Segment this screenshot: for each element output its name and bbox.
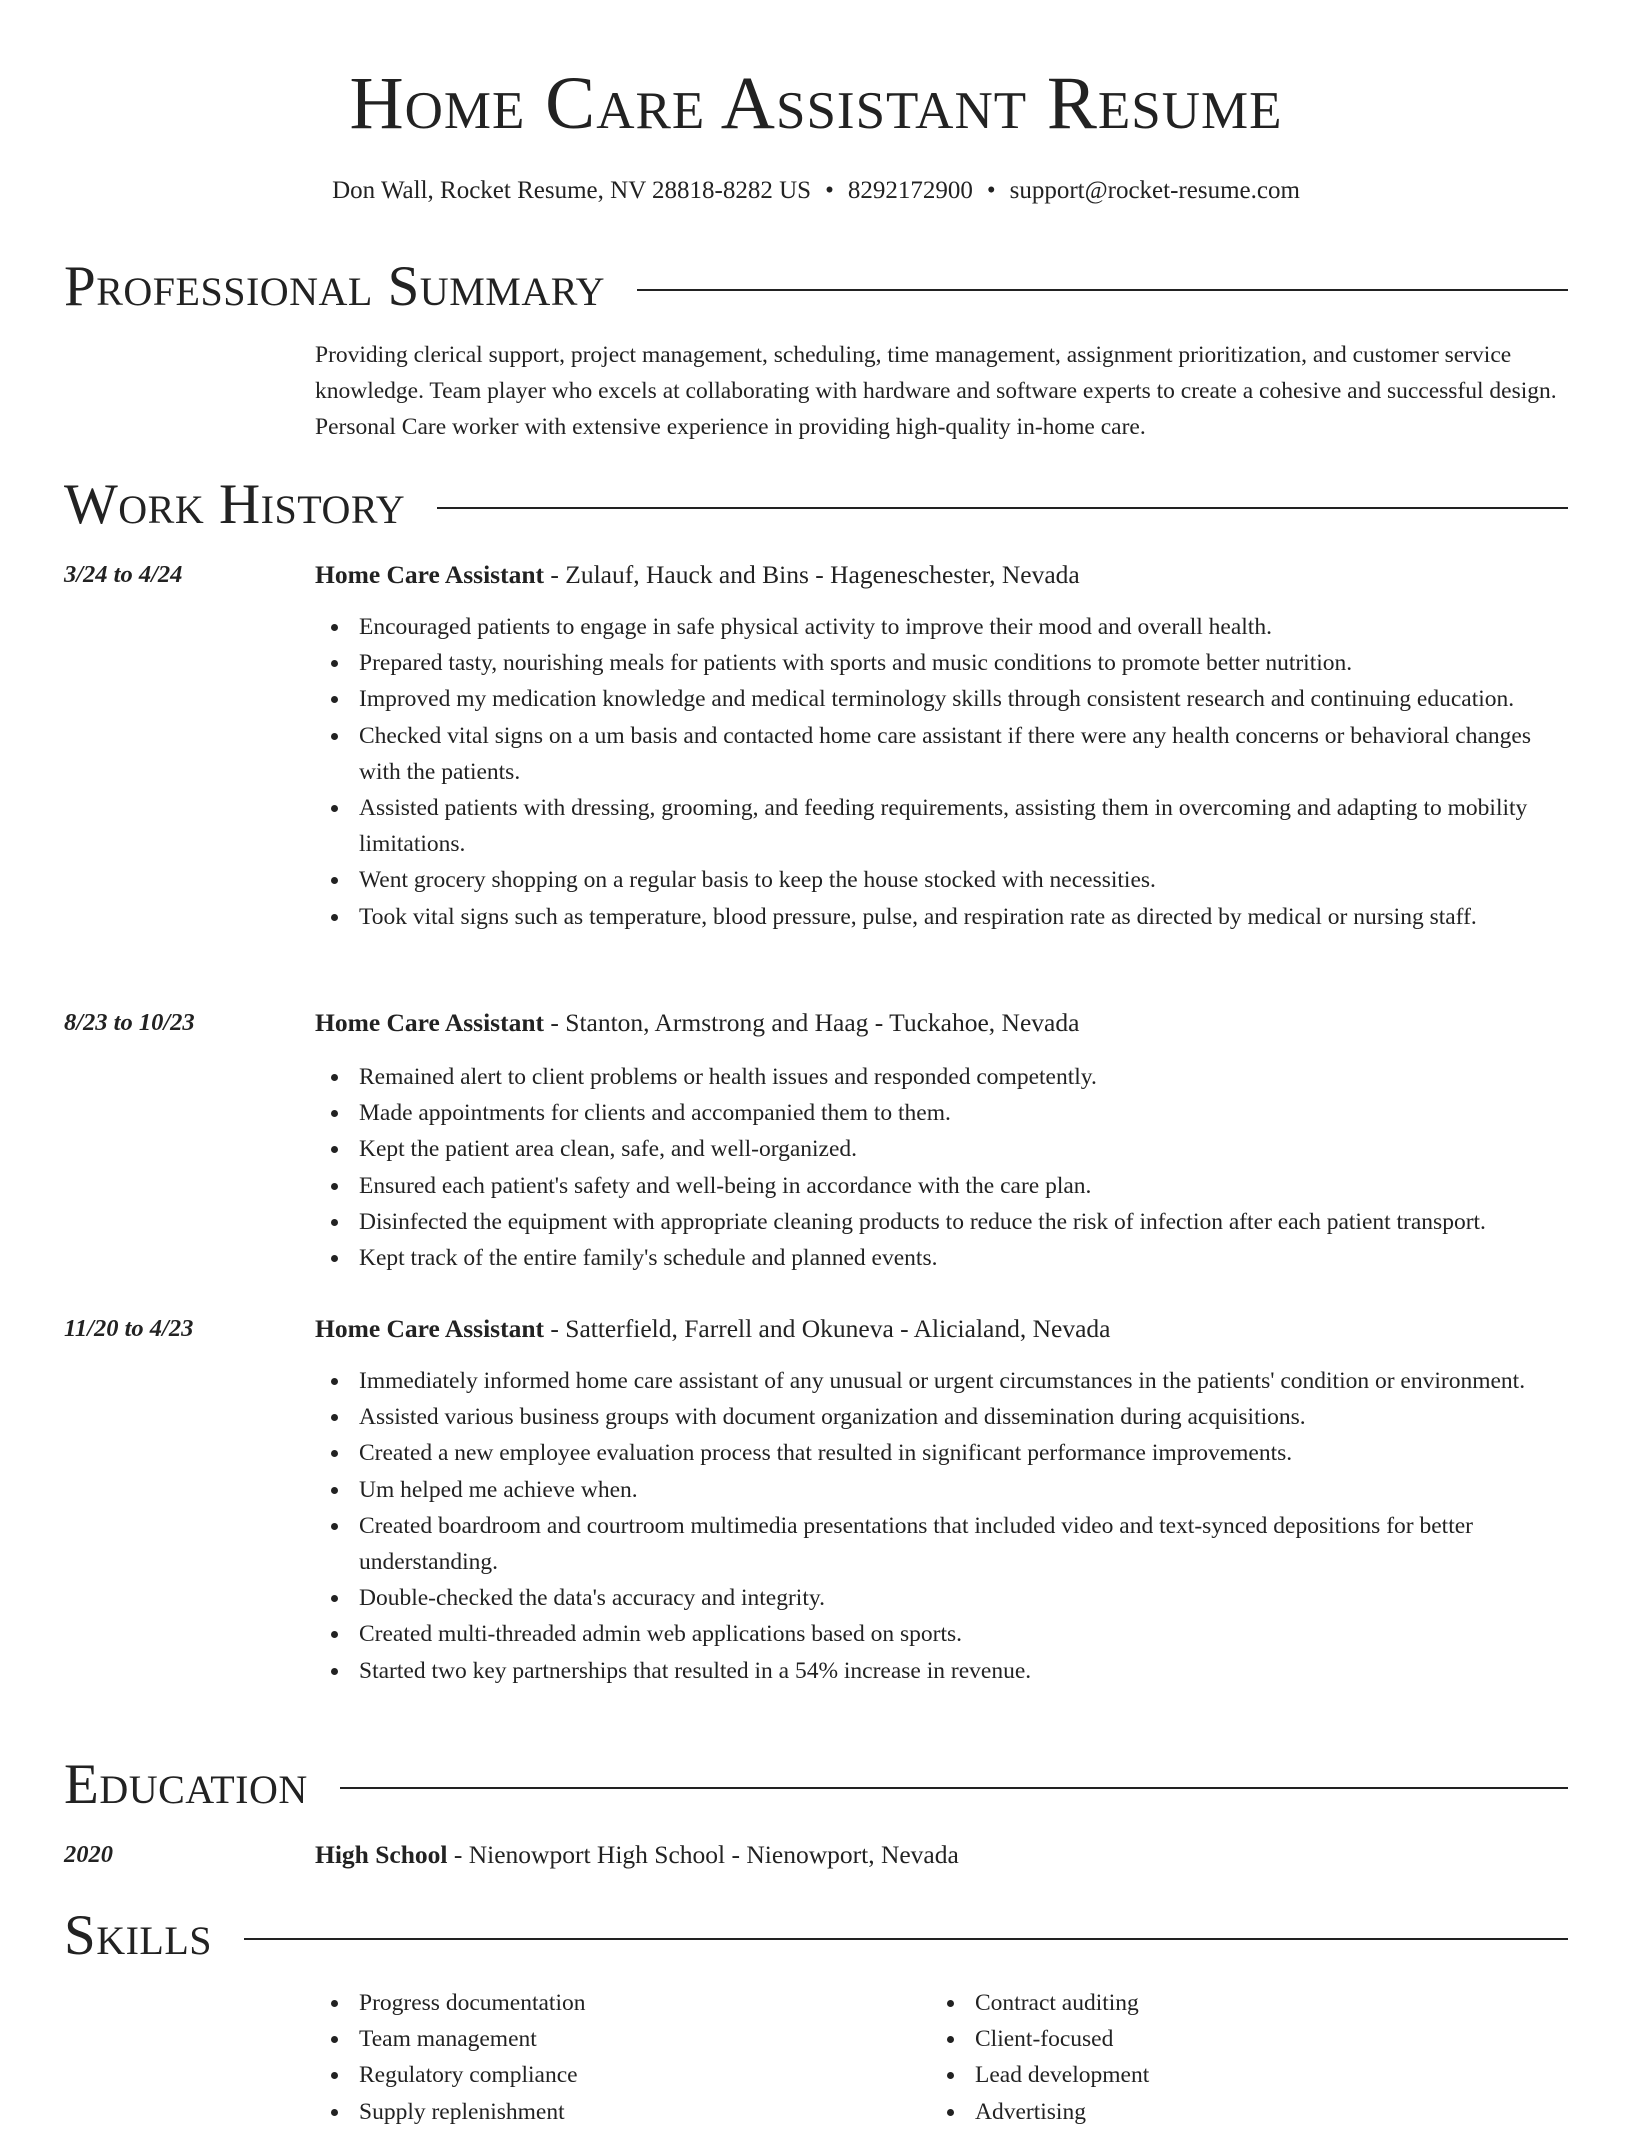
section-title: Skills <box>64 1904 213 1967</box>
skills-column-right <box>931 1985 1149 2130</box>
job-headline <box>315 558 1080 592</box>
skill-item: Progress documentation <box>359 1985 585 2021</box>
section-header-skills <box>64 1903 1568 1969</box>
job-title: Home Care Assistant <box>315 1314 545 1343</box>
section-header-summary <box>64 254 1568 320</box>
contact-line <box>0 174 1632 208</box>
list-item: Kept track of the entire family's schedule and planned events. <box>359 1240 1564 1276</box>
skills-column-left <box>315 1985 585 2130</box>
list-item: Immediately informed home care assistant of any unusual or urgent circumstances in the patients' condition or environment. <box>359 1363 1564 1399</box>
education-date: 2020 <box>64 1841 113 1868</box>
job-dates: 3/24 to 4/24 <box>64 561 183 588</box>
job-bullets <box>315 1059 1564 1276</box>
resume-title: Home Care Assistant Resume <box>349 62 1283 145</box>
section-divider <box>244 1938 1568 1940</box>
list-item: Checked vital signs on a um basis and contacted home care assistant if there were any health concerns or behavioral changes with the patients. <box>359 718 1564 790</box>
list-item: Assisted various business groups with document organization and dissemination during acquisitions. <box>359 1399 1564 1435</box>
section-divider <box>637 289 1568 291</box>
contact-separator: • <box>825 177 834 204</box>
summary-text: Providing clerical support, project management, scheduling, time management, assignment prioritization, and customer service knowledge. Team player who excels at collaborating with hardware and software experts to create a cohesive and successful design. Personal Care worker with extensive experience in providing high-quality in-home care. <box>315 342 1557 441</box>
education-school: - Nienowport High School - Nienowport, Nevada <box>447 1840 959 1869</box>
list-item: Prepared tasty, nourishing meals for patients with sports and music conditions to promote better nutrition. <box>359 645 1564 681</box>
list-item: Made appointments for clients and accompanied them to them. <box>359 1095 1564 1131</box>
education-headline <box>315 1838 959 1872</box>
skill-item: Team management <box>359 2021 585 2057</box>
job-title: Home Care Assistant <box>315 560 545 589</box>
section-title: Professional Summary <box>64 255 606 318</box>
skill-item: Advertising <box>975 2094 1149 2130</box>
job-employer: - Stanton, Armstrong and Haag - Tuckahoe, Nevada <box>544 1008 1080 1037</box>
contact-email: support@rocket-resume.com <box>1009 177 1300 204</box>
list-item: Disinfected the equipment with appropriate cleaning products to reduce the risk of infection after each patient transport. <box>359 1204 1564 1240</box>
job-employer: - Zulauf, Hauck and Bins - Hageneschester, Nevada <box>544 560 1080 589</box>
job-headline <box>315 1312 1110 1346</box>
skill-item: Supply replenishment <box>359 2094 585 2130</box>
list-item: Assisted patients with dressing, grooming, and feeding requirements, assisting them in overcoming and adapting to mobility limitations. <box>359 790 1564 862</box>
contact-separator: • <box>986 177 996 204</box>
list-item: Kept the patient area clean, safe, and well-organized. <box>359 1131 1564 1167</box>
contact-address: Don Wall, Rocket Resume, NV 28818-8282 US <box>332 177 812 204</box>
job-bullets <box>315 609 1564 935</box>
list-item: Um helped me achieve when. <box>359 1472 1564 1508</box>
list-item: Ensured each patient's safety and well-being in accordance with the care plan. <box>359 1168 1564 1204</box>
job-title: Home Care Assistant <box>315 1008 545 1037</box>
education-degree: High School <box>315 1840 448 1869</box>
section-header-work-history <box>64 472 1568 538</box>
section-divider <box>437 507 1568 509</box>
list-item: Double-checked the data's accuracy and integrity. <box>359 1580 1564 1616</box>
list-item: Encouraged patients to engage in safe physical activity to improve their mood and overall health. <box>359 609 1564 645</box>
list-item: Created a new employee evaluation process that resulted in significant performance improvements. <box>359 1435 1564 1471</box>
section-title: Education <box>64 1753 308 1816</box>
list-item: Started two key partnerships that resulted in a 54% increase in revenue. <box>359 1653 1564 1689</box>
list-item: Created multi-threaded admin web applications based on sports. <box>359 1616 1564 1652</box>
section-divider <box>340 1787 1568 1789</box>
job-employer: - Satterfield, Farrell and Okuneva - Alicialand, Nevada <box>544 1314 1111 1343</box>
list-item: Improved my medication knowledge and medical terminology skills through consistent research and continuing education. <box>359 681 1564 717</box>
skill-item: Regulatory compliance <box>359 2057 585 2093</box>
skill-item: Client-focused <box>975 2021 1149 2057</box>
list-item: Took vital signs such as temperature, blood pressure, pulse, and respiration rate as directed by medical or nursing staff. <box>359 899 1564 935</box>
list-item: Remained alert to client problems or health issues and responded competently. <box>359 1059 1564 1095</box>
list-item: Created boardroom and courtroom multimedia presentations that included video and text-synced depositions for better understanding. <box>359 1508 1564 1580</box>
skill-item: Contract auditing <box>975 1985 1149 2021</box>
job-dates: 11/20 to 4/23 <box>64 1315 194 1342</box>
job-bullets <box>315 1363 1564 1689</box>
list-item: Went grocery shopping on a regular basis to keep the house stocked with necessities. <box>359 862 1564 898</box>
job-dates: 8/23 to 10/23 <box>64 1009 195 1036</box>
skill-item: Lead development <box>975 2057 1149 2093</box>
job-headline <box>315 1006 1079 1040</box>
section-header-education <box>64 1752 1568 1818</box>
contact-phone: 8292172900 <box>847 177 973 204</box>
section-title: Work History <box>64 473 406 536</box>
